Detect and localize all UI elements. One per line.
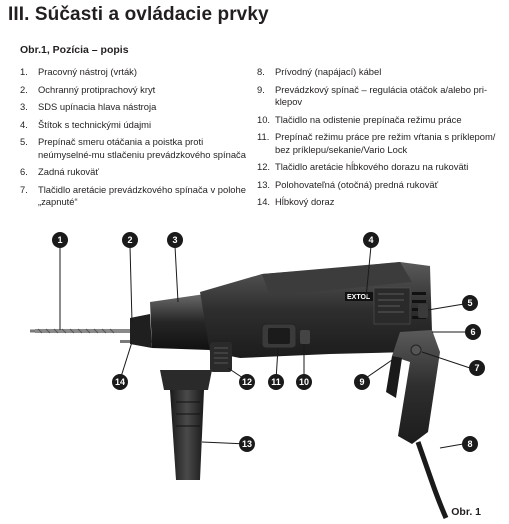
- item-text: Tlačidlo aretácie hĺbkového dorazu na rukoväti: [275, 161, 469, 173]
- callout-label: 13: [241, 439, 253, 449]
- list-item: [20, 184, 250, 209]
- list-item: [257, 84, 502, 109]
- direction-switch: [418, 304, 428, 318]
- callout-label: 7: [474, 363, 480, 373]
- item-number: 8.: [257, 66, 265, 77]
- callout-label: 5: [467, 298, 473, 308]
- item-text: Prepínač režimu práce pre režim vŕtania s príklepom/ bez príklepu/sekanie/Vario Lock: [275, 131, 496, 155]
- callout-label: 3: [172, 235, 178, 245]
- list-item: [257, 114, 502, 126]
- callout-label: 11: [271, 377, 281, 387]
- brand-text: EXTOL: [347, 294, 371, 301]
- item-text: Prívodný (napájací) kábel: [275, 66, 382, 77]
- callout-12: [239, 374, 255, 390]
- parts-list-left: [20, 66, 250, 214]
- list-item: [20, 119, 250, 131]
- callout-4: [363, 232, 379, 248]
- power-cable: [418, 442, 446, 518]
- front-handle: [160, 370, 212, 390]
- callout-14: [112, 374, 128, 390]
- callout-label: 4: [368, 235, 374, 245]
- dust-cover: [130, 314, 152, 348]
- callout-2: [122, 232, 138, 248]
- list-item: [257, 66, 502, 78]
- callout-label: 2: [127, 235, 133, 245]
- callout-5: [462, 295, 478, 311]
- callout-13: [239, 436, 255, 452]
- item-number: 1.: [20, 66, 28, 77]
- item-text: Tlačidlo aretácie prevádzkového spínača v polohe „zapnuté“: [38, 183, 246, 208]
- callout-label: 8: [467, 439, 473, 449]
- item-text: Prevádzkový spínač – regulácia otáčok a/alebo pri-klepov: [275, 83, 488, 107]
- callout-label: 10: [298, 377, 310, 387]
- item-number: 9.: [257, 83, 265, 95]
- item-text: Tlačidlo na odistenie prepínača režimu práce: [275, 113, 462, 125]
- drill-bit: [30, 329, 135, 333]
- list-item: [20, 166, 250, 178]
- list-item: [20, 136, 250, 161]
- mode-unlock-button: [300, 330, 310, 344]
- item-text: Polohovateľná (otočná) predná rukoväť: [275, 178, 439, 190]
- callout-label: 9: [359, 377, 365, 387]
- front-handle-grip: [170, 390, 204, 480]
- item-text: Ochranný protiprachový kryt: [38, 83, 156, 95]
- item-text: Hĺbkový doraz: [275, 196, 335, 208]
- section-title: III. Súčasti a ovládacie prvky: [8, 4, 269, 25]
- rotary-hammer-illustration: [0, 222, 509, 524]
- figure-caption: Obr. 1: [451, 506, 481, 518]
- list-item: [20, 101, 250, 113]
- item-number: 10.: [257, 113, 271, 125]
- list-item: [257, 131, 502, 156]
- callout-3: [167, 232, 183, 248]
- item-number: 12.: [257, 161, 271, 173]
- callout-label: 1: [57, 235, 63, 245]
- callout-6: [465, 324, 481, 340]
- callout-label: 6: [470, 327, 476, 337]
- item-number: 11.: [257, 131, 270, 143]
- sds-chuck: [150, 294, 210, 350]
- item-text: Štítok s technickými údajmi: [38, 118, 152, 130]
- list-item: [257, 161, 502, 173]
- item-number: 5.: [20, 136, 28, 148]
- item-number: 3.: [20, 101, 28, 113]
- callout-1: [52, 232, 68, 248]
- item-number: 6.: [20, 166, 28, 178]
- callout-10: [296, 374, 312, 390]
- list-item: [257, 179, 502, 191]
- callout-7: [469, 360, 485, 376]
- list-item: [20, 84, 250, 96]
- figure-subtitle: Obr.1, Pozícia – popis: [20, 44, 129, 56]
- callout-label: 14: [114, 377, 126, 387]
- callout-11: [268, 374, 284, 390]
- item-text: Zadná rukoväť: [38, 166, 99, 178]
- depth-stop-clamp: [210, 342, 232, 372]
- list-item: [20, 66, 250, 78]
- item-number: 7.: [20, 183, 28, 195]
- item-number: 4.: [20, 118, 28, 130]
- item-number: 13.: [257, 178, 271, 190]
- callout-label: 12: [241, 377, 253, 387]
- item-text: Prepínač smeru otáčania a poistka proti neúmyselné-mu stlačeniu prevádzkového spínača: [38, 136, 246, 160]
- item-number: 2.: [20, 83, 28, 95]
- callout-9: [354, 374, 370, 390]
- trigger-lock-button: [411, 345, 421, 355]
- item-text: SDS upínacia hlava nástroja: [38, 101, 157, 113]
- list-item: [257, 196, 502, 208]
- item-text: Pracovný nástroj (vrták): [38, 66, 137, 77]
- item-number: 14.: [257, 196, 271, 208]
- callout-8: [462, 436, 478, 452]
- parts-list-right: [257, 66, 502, 214]
